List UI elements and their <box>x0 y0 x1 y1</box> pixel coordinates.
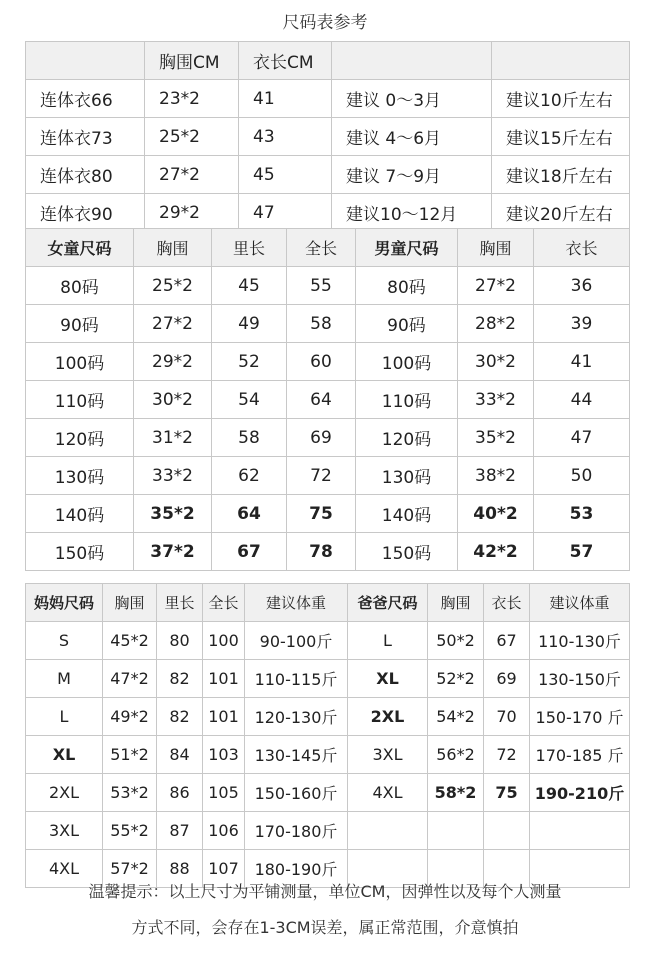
table-cell: 40*2 <box>458 495 534 533</box>
table-cell: 建议10斤左右 <box>492 80 630 118</box>
table-cell: 78 <box>287 533 356 571</box>
table-cell: 33*2 <box>458 381 534 419</box>
table-row <box>26 736 630 774</box>
table-cell: XL <box>26 736 103 774</box>
table-cell: 110码 <box>26 381 134 419</box>
header-cell: 胸围 <box>103 584 157 622</box>
table-cell <box>348 812 428 850</box>
table-cell: 连体衣66 <box>26 80 145 118</box>
table-cell: 2XL <box>26 774 103 812</box>
table-cell: 130-150斤 <box>530 660 630 698</box>
table-cell: 30*2 <box>134 381 212 419</box>
table-row <box>26 495 630 533</box>
size-note-line-1: 温馨提示：以上尺寸为平铺测量，单位CM，因弹性以及每个人测量 <box>88 882 562 901</box>
table-cell: 42*2 <box>458 533 534 571</box>
header-cell: 男童尺码 <box>356 229 458 267</box>
table-cell: 70 <box>484 698 530 736</box>
header-cell: 胸围CM <box>145 42 239 80</box>
table-cell: 25*2 <box>145 118 239 156</box>
header-cell <box>26 42 145 80</box>
header-cell <box>492 42 630 80</box>
table-row <box>26 622 630 660</box>
table-cell: 82 <box>157 660 203 698</box>
table-cell: 130码 <box>26 457 134 495</box>
table-cell: L <box>348 622 428 660</box>
table-cell: 150码 <box>356 533 458 571</box>
header-cell: 里长 <box>212 229 287 267</box>
table-row <box>26 533 630 571</box>
table-cell: 52 <box>212 343 287 381</box>
header-cell: 胸围 <box>134 229 212 267</box>
table-cell: 45 <box>212 267 287 305</box>
table-cell: 110码 <box>356 381 458 419</box>
table-row <box>26 194 630 232</box>
table-cell: 72 <box>287 457 356 495</box>
table-cell: 75 <box>484 774 530 812</box>
table-cell: 49*2 <box>103 698 157 736</box>
table-cell: 建议 0～3月 <box>332 80 492 118</box>
table-row <box>26 305 630 343</box>
table-cell: 64 <box>212 495 287 533</box>
table-cell: 47 <box>239 194 332 232</box>
table-cell: 130码 <box>356 457 458 495</box>
table-cell: 150-170 斤 <box>530 698 630 736</box>
table-cell: 130-145斤 <box>245 736 348 774</box>
table-cell: 100码 <box>26 343 134 381</box>
table-row <box>26 381 630 419</box>
table-cell: 110-115斤 <box>245 660 348 698</box>
table-cell: S <box>26 622 103 660</box>
table-cell <box>484 812 530 850</box>
table-row <box>26 80 630 118</box>
kids-size-table <box>25 228 630 571</box>
header-cell: 胸围 <box>428 584 484 622</box>
table-cell: 23*2 <box>145 80 239 118</box>
table-cell: 69 <box>484 660 530 698</box>
table-cell: 38*2 <box>458 457 534 495</box>
table-header-row <box>26 584 630 622</box>
table-cell: 54 <box>212 381 287 419</box>
table-cell: 44 <box>534 381 630 419</box>
table-row <box>26 118 630 156</box>
table-cell: 170-185 斤 <box>530 736 630 774</box>
table-row <box>26 156 630 194</box>
table-cell: 建议18斤左右 <box>492 156 630 194</box>
table-cell: 84 <box>157 736 203 774</box>
table-cell: 150-160斤 <box>245 774 348 812</box>
table-cell: 27*2 <box>458 267 534 305</box>
table-cell: 35*2 <box>134 495 212 533</box>
table-cell: 101 <box>203 660 245 698</box>
table-cell: 120-130斤 <box>245 698 348 736</box>
table-cell: 28*2 <box>458 305 534 343</box>
table-cell: 67 <box>212 533 287 571</box>
table-cell: 建议 4～6月 <box>332 118 492 156</box>
table-cell: 43 <box>239 118 332 156</box>
table-cell: 150码 <box>26 533 134 571</box>
table-cell: 51*2 <box>103 736 157 774</box>
table-cell: 33*2 <box>134 457 212 495</box>
table-cell: 52*2 <box>428 660 484 698</box>
table-cell: 36 <box>534 267 630 305</box>
table-cell: 4XL <box>348 774 428 812</box>
header-cell: 衣长 <box>484 584 530 622</box>
table-row <box>26 343 630 381</box>
table-cell: 120码 <box>26 419 134 457</box>
table-cell: 39 <box>534 305 630 343</box>
table-cell: 72 <box>484 736 530 774</box>
header-cell: 女童尺码 <box>26 229 134 267</box>
table-cell: 30*2 <box>458 343 534 381</box>
table-cell: 47 <box>534 419 630 457</box>
table-cell: 3XL <box>348 736 428 774</box>
table-cell: 27*2 <box>145 156 239 194</box>
table-cell: 86 <box>157 774 203 812</box>
table-cell: 103 <box>203 736 245 774</box>
table-cell: 101 <box>203 698 245 736</box>
table-cell: 100 <box>203 622 245 660</box>
table-cell: 105 <box>203 774 245 812</box>
table-cell: 90码 <box>356 305 458 343</box>
table-cell: 35*2 <box>458 419 534 457</box>
table-cell: 建议10～12月 <box>332 194 492 232</box>
header-cell <box>332 42 492 80</box>
table-cell: 88 <box>157 850 203 888</box>
table-cell: 41 <box>534 343 630 381</box>
table-row <box>26 267 630 305</box>
table-row <box>26 457 630 495</box>
table-cell <box>428 812 484 850</box>
header-cell: 衣长CM <box>239 42 332 80</box>
table-cell: 建议 7～9月 <box>332 156 492 194</box>
table-cell: 49 <box>212 305 287 343</box>
table-cell: M <box>26 660 103 698</box>
table-cell: 2XL <box>348 698 428 736</box>
table-cell <box>530 812 630 850</box>
table-cell: 31*2 <box>134 419 212 457</box>
table-header-row <box>26 229 630 267</box>
table-cell: 53*2 <box>103 774 157 812</box>
table-cell: 53 <box>534 495 630 533</box>
header-cell: 胸围 <box>458 229 534 267</box>
table-cell: 140码 <box>356 495 458 533</box>
table-cell: 120码 <box>356 419 458 457</box>
table-cell: 45 <box>239 156 332 194</box>
table-header-row <box>26 42 630 80</box>
table-cell: 180-190斤 <box>245 850 348 888</box>
header-cell: 里长 <box>157 584 203 622</box>
table-cell: 170-180斤 <box>245 812 348 850</box>
table-cell: 37*2 <box>134 533 212 571</box>
table-cell: 4XL <box>26 850 103 888</box>
table-row <box>26 419 630 457</box>
table-cell: 80码 <box>356 267 458 305</box>
table-cell: 80码 <box>26 267 134 305</box>
table-cell: 107 <box>203 850 245 888</box>
header-cell: 全长 <box>287 229 356 267</box>
table-row <box>26 812 630 850</box>
table-cell: 140码 <box>26 495 134 533</box>
table-cell: 连体衣80 <box>26 156 145 194</box>
table-row <box>26 660 630 698</box>
table-cell: 25*2 <box>134 267 212 305</box>
table-cell: 58 <box>287 305 356 343</box>
table-cell: 29*2 <box>134 343 212 381</box>
header-cell: 建议体重 <box>530 584 630 622</box>
table-cell: 75 <box>287 495 356 533</box>
table-cell: 3XL <box>26 812 103 850</box>
table-cell: 55 <box>287 267 356 305</box>
table-cell: 100码 <box>356 343 458 381</box>
table-cell: XL <box>348 660 428 698</box>
table-cell: 190-210斤 <box>530 774 630 812</box>
table-cell: 27*2 <box>134 305 212 343</box>
table-cell: 69 <box>287 419 356 457</box>
table-cell: 106 <box>203 812 245 850</box>
table-cell: 82 <box>157 698 203 736</box>
table-cell: 50 <box>534 457 630 495</box>
table-cell: 56*2 <box>428 736 484 774</box>
header-cell: 爸爸尺码 <box>348 584 428 622</box>
table-cell: 50*2 <box>428 622 484 660</box>
adult-size-table <box>25 583 630 888</box>
table-cell: 41 <box>239 80 332 118</box>
table-cell: 29*2 <box>145 194 239 232</box>
table-cell: 90-100斤 <box>245 622 348 660</box>
table-cell: 47*2 <box>103 660 157 698</box>
table-row <box>26 774 630 812</box>
size-note-line-2: 方式不同，会存在1-3CM误差，属正常范围，介意慎拍 <box>131 918 519 937</box>
table-cell: 87 <box>157 812 203 850</box>
table-cell: 54*2 <box>428 698 484 736</box>
table-cell: 建议15斤左右 <box>492 118 630 156</box>
romper-size-table <box>25 41 630 232</box>
table-cell: 80 <box>157 622 203 660</box>
table-cell: 60 <box>287 343 356 381</box>
table-cell: 64 <box>287 381 356 419</box>
table-cell: 67 <box>484 622 530 660</box>
table-cell: 连体衣90 <box>26 194 145 232</box>
header-cell: 衣长 <box>534 229 630 267</box>
header-cell: 全长 <box>203 584 245 622</box>
table-cell: 45*2 <box>103 622 157 660</box>
table-cell: L <box>26 698 103 736</box>
table-cell: 62 <box>212 457 287 495</box>
table-cell: 58 <box>212 419 287 457</box>
table-cell: 57 <box>534 533 630 571</box>
table-row <box>26 698 630 736</box>
table-cell: 110-130斤 <box>530 622 630 660</box>
page-title: 尺码表参考 <box>282 13 368 33</box>
table-cell: 建议20斤左右 <box>492 194 630 232</box>
table-cell: 55*2 <box>103 812 157 850</box>
table-cell: 58*2 <box>428 774 484 812</box>
table-cell: 90码 <box>26 305 134 343</box>
table-cell: 连体衣73 <box>26 118 145 156</box>
header-cell: 妈妈尺码 <box>26 584 103 622</box>
table-cell: 57*2 <box>103 850 157 888</box>
header-cell: 建议体重 <box>245 584 348 622</box>
